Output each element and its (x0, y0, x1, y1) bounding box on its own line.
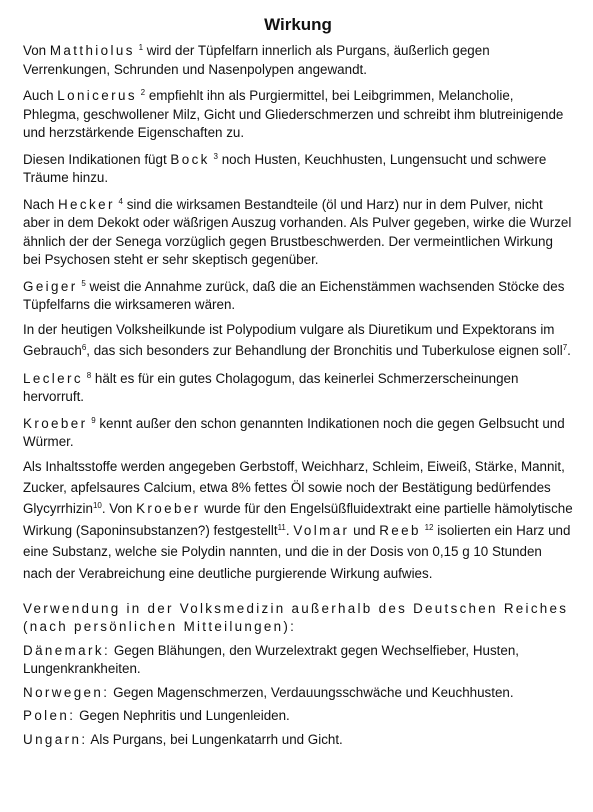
paragraph-leclerc (23, 370, 573, 407)
footnote-ref: 10 (92, 501, 102, 511)
text: wird der Tüpfelfarn innerlich als Purgans, äußerlich gegen Verrenkungen, Schrunden und Nasenpolypen angewandt. (23, 43, 490, 77)
footnote-ref: 3 (213, 151, 218, 161)
author-name: Bock (170, 151, 210, 167)
footnote-ref: 2 (140, 88, 146, 97)
folk-item-norway (23, 684, 573, 703)
author-name: Kroeber (23, 415, 88, 431)
footnote-ref: 8 (86, 370, 92, 380)
author-name: Hecker (57, 196, 115, 212)
paragraph-inhaltsstoffe (23, 456, 573, 584)
text: Nach (23, 196, 58, 212)
text: Gegen Nephritis und Lungenleiden. (75, 708, 290, 724)
paragraph-matthiolus (23, 42, 573, 79)
text: . (567, 343, 571, 358)
text: Als Inhaltsstoffe werden angegeben Gerbstoff, Weichharz, Schleim, Eiweiß, Stärke, Mannit, Zucker, apfelsaures Calcium, etwa 8% fettes Öl sowie noch der Bestätigung bedürfendes Glycyrrhizin (23, 458, 565, 517)
text: Auch (23, 88, 58, 103)
section-title: Wirkung (264, 15, 332, 34)
footnote-ref: 5 (81, 278, 86, 288)
paragraph-geiger (23, 278, 573, 315)
author-name: Volmar (293, 522, 350, 538)
author-name: Reeb (379, 522, 421, 538)
author-name: Geiger (23, 278, 78, 294)
author-name: Matthiolus (49, 43, 135, 58)
text: sind die wirksamen Bestandteile (öl und Harz) nur in dem Pulver, nicht aber in dem Dekokt oder wäßrigen Auszug vorhanden. Als Pulver gegeben, wirke die Wurzel ähnlich der der Senega vorzüglich gegen Brustbeschwerden. Der vermeintlichen Wirkung bei Psychosen steht er sehr skeptisch gegenüber. (23, 196, 572, 267)
country-name: Ungarn: (23, 731, 88, 747)
text: In der heutigen Volksheilkunde ist Polypodium vulgare als Diuretikum und Expektorans im Gebrauch (23, 321, 555, 358)
footnote-ref: 1 (138, 43, 144, 52)
folk-item-poland (23, 707, 573, 726)
text: und (349, 522, 380, 538)
text: Gegen Blähungen, den Wurzelextrakt gegen Wechselfieber, Husten, Lungenkrankheiten. (23, 642, 520, 677)
text: Gegen Magenschmerzen, Verdauungsschwäche und Keuchhusten. (109, 684, 514, 700)
footnote-ref: 9 (91, 415, 96, 425)
author-name: Leclerc (23, 370, 83, 386)
text: noch Husten, Keuchhusten, Lungensucht und schwere Träume hinzu. (23, 151, 547, 185)
footnote-ref: 4 (118, 196, 123, 206)
text: . Von (101, 501, 137, 517)
footnote-ref: 11 (277, 522, 286, 532)
footnote-ref: 6 (81, 343, 87, 352)
author-name: Lonicerus (57, 88, 137, 103)
text: isolierten ein Harz und eine Substanz, welche sie Polydin nannten, und die in der Dosis von 0,15 g 10 Stunden nach der Verabreichung eine deutliche purgierende Wirkung aufwies. (23, 522, 571, 581)
country-name: Dänemark: (23, 642, 111, 658)
footnote-ref: 12 (424, 522, 434, 532)
text: hält es für ein gutes Cholagogum, das keinerlei Schmerzerscheinungen hervorruft. (23, 370, 519, 404)
text: empfiehlt ihn als Purgiermittel, bei Leibgrimmen, Melancholie, Phlegma, geschwollener Milz, Gicht und Gliederschmerzen und schreibt ihm blutreinigende und herzstärkende Eigenschaften zu. (23, 88, 564, 140)
text: wurde für den Engelsüßfluidextrakt eine partielle hämolytische Wirkung (Saponinsubstanzen?) festgestellt (23, 501, 573, 538)
paragraph-lonicerus (23, 87, 573, 143)
country-name: Polen: (23, 708, 76, 724)
author-name: Kroeber (136, 501, 201, 517)
folk-item-hungary (23, 731, 573, 750)
paragraph-kroeber (23, 415, 573, 452)
text: Diesen Indikationen fügt (23, 151, 171, 167)
text: weist die Annahme zurück, daß die an Eichenstämmen wachsenden Stöcke des Tüpfelfarns die wirksameren wären. (23, 278, 565, 312)
paragraph-hecker (23, 196, 573, 270)
text: kennt außer den schon genannten Indikationen noch die gegen Gelbsucht und Würmer. (23, 415, 565, 449)
text: , das sich besonders zur Behandlung der Bronchitis und Tuberkulose eignen soll (86, 343, 563, 358)
text: Als Purgans, bei Lungenkatarrh und Gicht. (87, 731, 343, 747)
folk-item-denmark (23, 642, 573, 679)
text: . (285, 522, 294, 538)
text: Von (23, 43, 50, 58)
footnote-ref: 7 (562, 343, 568, 352)
paragraph-volksheilkunde (23, 319, 573, 362)
paragraph-bock (23, 151, 573, 188)
folk-medicine-heading: Verwendung in der Volksmedizin außerhalb des Deutschen Reiches (nach persönlichen Mitteilungen): (23, 600, 569, 634)
country-name: Norwegen: (23, 684, 110, 700)
